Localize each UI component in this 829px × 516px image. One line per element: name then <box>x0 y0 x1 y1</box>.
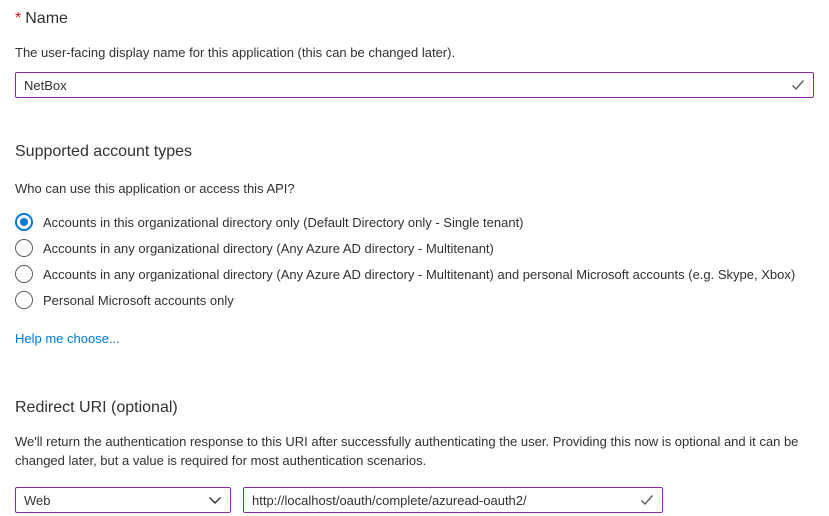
radio-button-icon <box>15 265 33 283</box>
valid-checkmark-icon <box>640 494 654 506</box>
account-types-radio-group <box>15 209 814 313</box>
redirect-uri-controls <box>15 487 814 513</box>
name-title-text: Name <box>25 10 68 27</box>
redirect-uri-input[interactable] <box>252 493 634 508</box>
chevron-down-icon <box>208 496 222 505</box>
radio-option-single-tenant[interactable] <box>15 209 814 235</box>
required-asterisk: * <box>15 10 22 27</box>
help-me-choose-link[interactable]: Help me choose... <box>15 331 120 346</box>
radio-button-icon <box>15 291 33 309</box>
radio-option-label: Accounts in any organizational directory (Any Azure AD directory - Multitenant) <box>43 240 494 256</box>
radio-option-multitenant-personal[interactable] <box>15 261 814 287</box>
platform-select[interactable] <box>15 487 231 513</box>
radio-option-label: Personal Microsoft accounts only <box>43 292 234 308</box>
redirect-uri-field-container <box>243 487 663 513</box>
radio-button-icon <box>15 213 33 231</box>
platform-select-value: Web <box>24 492 51 508</box>
account-types-question: Who can use this application or access this API? <box>15 181 295 196</box>
name-field-container <box>15 72 814 98</box>
name-input[interactable] <box>24 78 785 93</box>
radio-option-multitenant[interactable] <box>15 235 814 261</box>
valid-checkmark-icon <box>791 79 805 91</box>
account-types-section-title: Supported account types <box>15 143 193 160</box>
radio-option-personal-only[interactable] <box>15 287 814 313</box>
radio-option-label: Accounts in any organizational directory (Any Azure AD directory - Multitenant) and personal Microsoft accounts (e.g. Skype, Xbox) <box>43 266 796 282</box>
name-description: The user-facing display name for this application (this can be changed later). <box>15 45 456 60</box>
radio-button-icon <box>15 239 33 257</box>
redirect-uri-section-title: Redirect URI (optional) <box>15 399 178 416</box>
redirect-uri-description: We'll return the authentication response to this URI after successfully authenticating the user. Providing this now is optional and it can be changed later, but a value is required for most authentication scenarios. <box>15 434 799 468</box>
radio-option-label: Accounts in this organizational directory only (Default Directory only - Single tenant) <box>43 214 524 230</box>
name-section-title <box>15 8 814 29</box>
